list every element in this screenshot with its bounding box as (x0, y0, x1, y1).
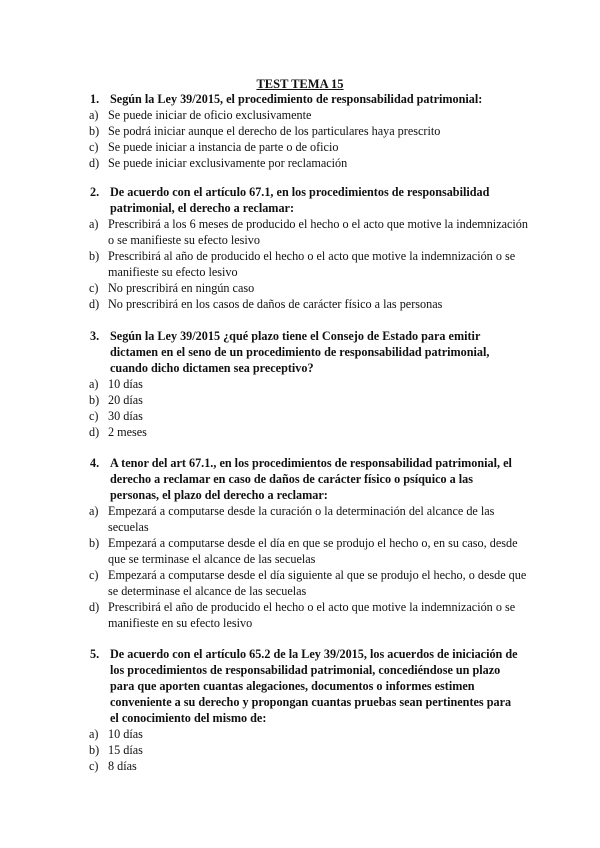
option-letter: a) (89, 504, 99, 518)
question-5 (0, 646, 600, 774)
option-text: Se puede iniciar a instancia de parte o de oficio (108, 140, 339, 154)
option-text: 10 días (108, 377, 143, 391)
answer-option (0, 392, 528, 408)
option-text: Prescribirá a los 6 meses de producido el hecho o el acto que motive la indemnización o se manifieste su efecto lesivo (108, 217, 528, 247)
option-text: Se puede iniciar de oficio exclusivamente (108, 108, 312, 122)
answer-option (0, 424, 528, 440)
option-text: 15 días (108, 743, 143, 757)
question-heading (0, 184, 518, 216)
answer-option (0, 107, 528, 123)
option-text: 10 días (108, 727, 143, 741)
option-letter: c) (89, 281, 99, 295)
option-text: Empezará a computarse desde el día siguiente al que se produjo el hecho, o desde que se determinase el alcance de las secuelas (108, 568, 527, 598)
answer-option (0, 139, 528, 155)
option-letter: b) (89, 124, 100, 138)
question-number: 5. (90, 647, 100, 661)
answer-option (0, 503, 528, 535)
option-text: 30 días (108, 409, 143, 423)
option-letter: b) (89, 393, 100, 407)
answer-option (0, 248, 528, 280)
option-letter: d) (89, 425, 100, 439)
option-letter: a) (89, 217, 99, 231)
option-letter: c) (89, 140, 99, 154)
option-letter: d) (89, 600, 100, 614)
option-text: 2 meses (108, 425, 147, 439)
option-letter: d) (89, 297, 100, 311)
question-4 (0, 455, 600, 631)
option-text: Empezará a computarse desde el día en que se produjo el hecho o, en su caso, desde que se terminase el alcance de las secuelas (108, 536, 518, 566)
question-text: Según la Ley 39/2015 ¿qué plazo tiene el Consejo de Estado para emitir dictamen en el seno de un procedimiento de responsabilidad patrimonial, cuando dicho dictamen sea preceptivo? (110, 329, 490, 375)
option-letter: b) (89, 743, 100, 757)
option-letter: b) (89, 536, 100, 550)
option-letter: b) (89, 249, 100, 263)
answer-option (0, 216, 528, 248)
answer-option (0, 599, 528, 631)
option-letter: c) (89, 759, 99, 773)
question-number: 1. (90, 92, 100, 106)
question-heading (0, 328, 518, 376)
question-number: 3. (90, 329, 100, 343)
question-2 (0, 184, 600, 312)
question-text: De acuerdo con el artículo 65.2 de la Ley 39/2015, los acuerdos de iniciación de los procedimientos de responsabilidad patrimonial, concediéndose un plazo para que aporten cuantas alegaciones, documentos o informes estimen conveniente a su derecho y propongan cuantas pruebas sean pertinentes para el conocimiento del mismo de: (110, 647, 518, 725)
answer-option (0, 535, 528, 567)
option-letter: a) (89, 108, 99, 122)
option-text: Prescribirá el año de producido el hecho o el acto que motive la indemnización o se manifieste en su efecto lesivo (108, 600, 516, 630)
question-text: A tenor del art 67.1., en los procedimientos de responsabilidad patrimonial, el derecho a reclamar en caso de daños de carácter físico o psíquico a las personas, el plazo del derecho a reclamar: (110, 456, 512, 502)
option-text: No prescribirá en ningún caso (108, 281, 255, 295)
option-text: Empezará a computarse desde la curación o la determinación del alcance de las secuelas (108, 504, 495, 534)
question-number: 4. (90, 456, 100, 470)
question-heading (0, 455, 518, 503)
option-text: Prescribirá al año de producido el hecho o el acto que motive la indemnización o se manifieste su efecto lesivo (108, 249, 516, 279)
option-letter: d) (89, 156, 100, 170)
option-text: 8 días (108, 759, 137, 773)
answer-option (0, 376, 528, 392)
option-text: Se puede iniciar exclusivamente por reclamación (108, 156, 348, 170)
answer-option (0, 726, 528, 742)
option-text: 20 días (108, 393, 143, 407)
answer-option (0, 742, 528, 758)
answer-option (0, 155, 528, 171)
question-text: De acuerdo con el artículo 67.1, en los procedimientos de responsabilidad patrimonial, el derecho a reclamar: (110, 185, 490, 215)
answer-option (0, 758, 528, 774)
answer-option (0, 123, 528, 139)
option-letter: a) (89, 377, 99, 391)
question-text: Según la Ley 39/2015, el procedimiento de responsabilidad patrimonial: (110, 92, 483, 106)
question-number: 2. (90, 185, 100, 199)
question-3 (0, 328, 600, 440)
option-text: No prescribirá en los casos de daños de carácter físico a las personas (108, 297, 443, 311)
option-letter: c) (89, 409, 99, 423)
question-heading (0, 646, 518, 726)
page-title: TEST TEMA 15 (256, 77, 344, 91)
answer-option (0, 408, 528, 424)
answer-option (0, 280, 528, 296)
answer-option (0, 296, 528, 312)
option-text: Se podrá iniciar aunque el derecho de los particulares haya prescrito (108, 124, 441, 138)
option-letter: a) (89, 727, 99, 741)
option-letter: c) (89, 568, 99, 582)
answer-option (0, 567, 528, 599)
question-1 (0, 91, 600, 171)
question-heading (0, 91, 518, 107)
